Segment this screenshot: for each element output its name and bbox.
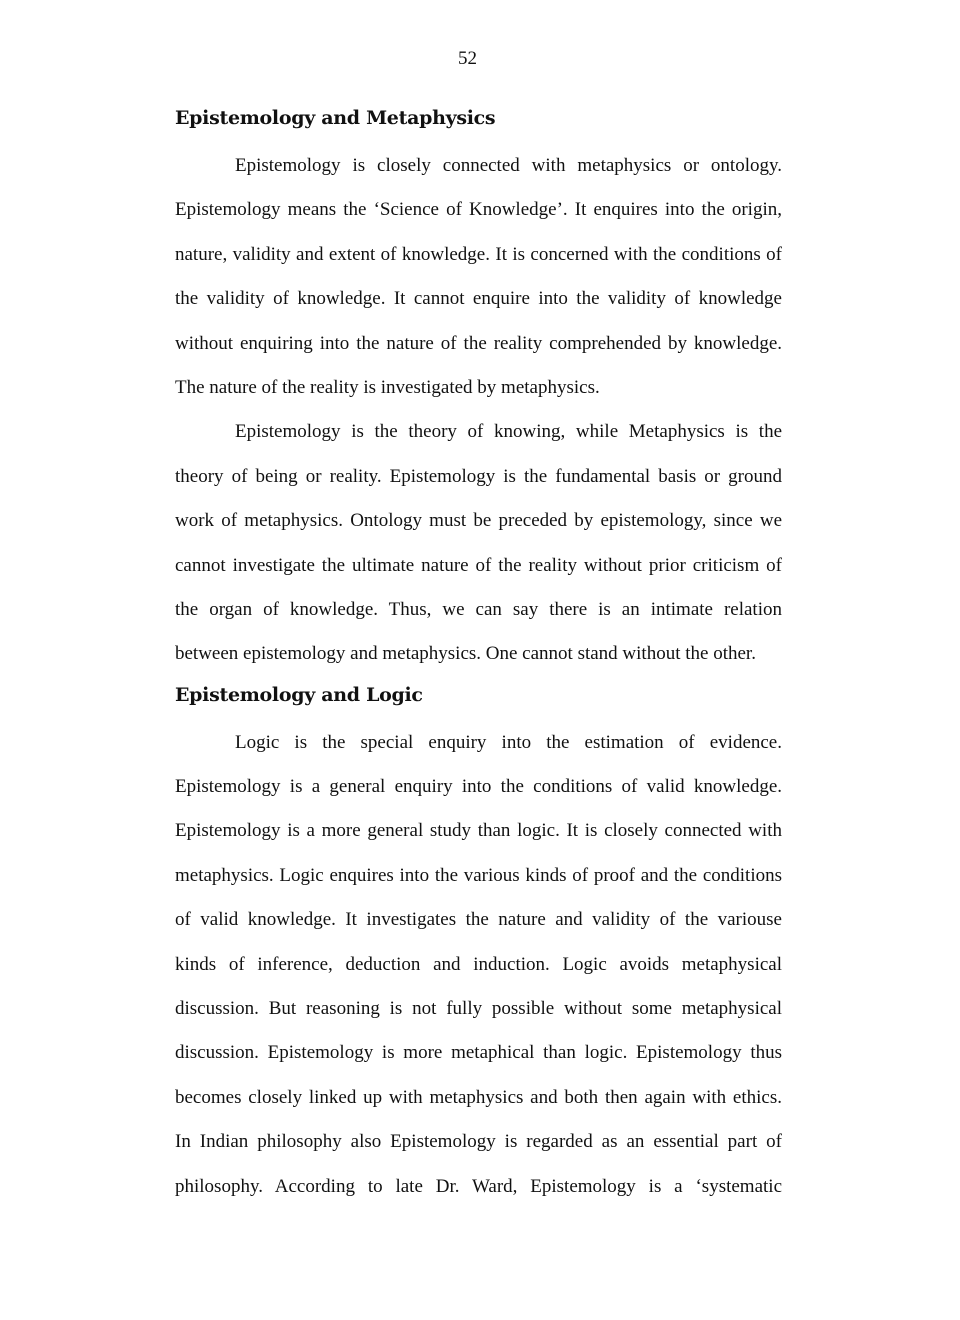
- text-line: the validity of knowledge. It cannot enquire into the validity of knowledge: [175, 288, 782, 310]
- text-line: work of metaphysics. Ontology must be preceded by epistemology, since we: [175, 510, 782, 532]
- text-line: without enquiring into the nature of the reality comprehended by knowledge.: [175, 332, 782, 354]
- text-line: discussion. But reasoning is not fully possible without some metaphysical: [175, 998, 782, 1020]
- text-line: Epistemology is closely connected with metaphysics or ontology.: [235, 155, 782, 176]
- section-heading: Epistemology and Metaphysics: [175, 107, 496, 129]
- text-line: nature, validity and extent of knowledge. It is concerned with the conditions of: [175, 243, 782, 265]
- text-line: Epistemology is the theory of knowing, while Metaphysics is the: [235, 421, 782, 443]
- text-line: Logic is the special enquiry into the estimation of evidence.: [235, 731, 782, 753]
- page-number: 52: [458, 48, 477, 69]
- text-line: Epistemology is a more general study than logic. It is closely connected with: [175, 820, 782, 842]
- text-line: discussion. Epistemology is more metaphical than logic. Epistemology thus: [175, 1042, 782, 1064]
- text-line: kinds of inference, deduction and induction. Logic avoids metaphysical: [175, 953, 782, 975]
- text-line: cannot investigate the ultimate nature of the reality without prior criticism of: [175, 554, 782, 576]
- paragraph: [175, 144, 782, 410]
- text-line: philosophy. According to late Dr. Ward, Epistemology is a ‘systematic: [175, 1175, 782, 1197]
- text-line: of valid knowledge. It investigates the nature and validity of the variouse: [175, 909, 782, 931]
- text-line: Epistemology is a general enquiry into the conditions of valid knowledge.: [175, 776, 782, 798]
- text-line: The nature of the reality is investigated by metaphysics.: [175, 376, 600, 398]
- paragraph: [175, 410, 782, 676]
- section-heading: Epistemology and Logic: [175, 683, 423, 706]
- text-line: theory of being or reality. Epistemology is the fundamental basis or ground: [175, 465, 782, 487]
- text-line: In Indian philosophy also Epistemology is regarded as an essential part of: [175, 1131, 782, 1153]
- text-line: between epistemology and metaphysics. One cannot stand without the other.: [175, 643, 756, 665]
- text-line: becomes closely linked up with metaphysics and both then again with ethics.: [175, 1086, 782, 1108]
- document-body: [175, 100, 782, 1209]
- text-line: the organ of knowledge. Thus, we can say there is an intimate relation: [175, 598, 782, 620]
- text-line: Epistemology means the ‘Science of Knowledge’. It enquires into the origin,: [175, 199, 782, 221]
- text-line: metaphysics. Logic enquires into the various kinds of proof and the conditions: [175, 864, 782, 886]
- paragraph: [175, 721, 782, 1209]
